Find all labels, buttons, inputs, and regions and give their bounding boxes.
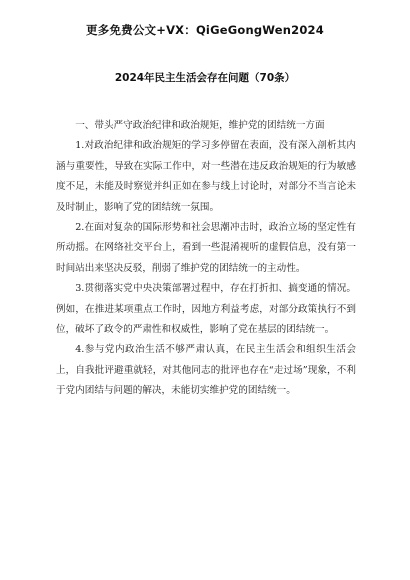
document-title: 2024年民主生活会存在问题（70条） bbox=[114, 72, 296, 84]
paragraph-3: 3.贯彻落实党中央决策部署过程中，存在打折扣、搞变通的情况。例如，在推进某项重点工作时，因地方利益考虑，对部分政策执行不到位，破坏了政令的严肃性和权威性，影响了党在基层的团结统一。 bbox=[56, 283, 356, 336]
paragraph-1: 1.对政治纪律和政治规矩的学习多停留在表面，没有深入剖析其内涵与重要性，导致在实际工作中，对一些潜在违反政治规矩的行为敏感度不足，未能及时察觉并纠正如在参与线上讨论时，对部分不当言论未及时制止，影响了党的团结统一氛围。 bbox=[56, 140, 356, 213]
paragraph-4: 4.参与党内政治生活不够严肃认真，在民主生活会和组织生活会上，自我批评避重就轻，对其他同志的批评也存在“走过场”现象，不利于党内团结与问题的解决，未能切实维护党的团结统一。 bbox=[56, 344, 356, 397]
section-heading: 一、带头严守政治纪律和政治规矩，维护党的团结统一方面 bbox=[75, 120, 325, 131]
document-body bbox=[56, 116, 356, 402]
paragraph-2: 2.在面对复杂的国际形势和社会思潮冲击时，政治立场的坚定性有所动摇。在网络社交平台上，看到一些混淆视听的虚假信息，没有第一时间站出来坚决反驳，削弱了维护党的团结统一的主动性。 bbox=[56, 222, 356, 274]
page-header: 更多免费公文+VX：QiGeGongWen2024 bbox=[86, 23, 324, 37]
